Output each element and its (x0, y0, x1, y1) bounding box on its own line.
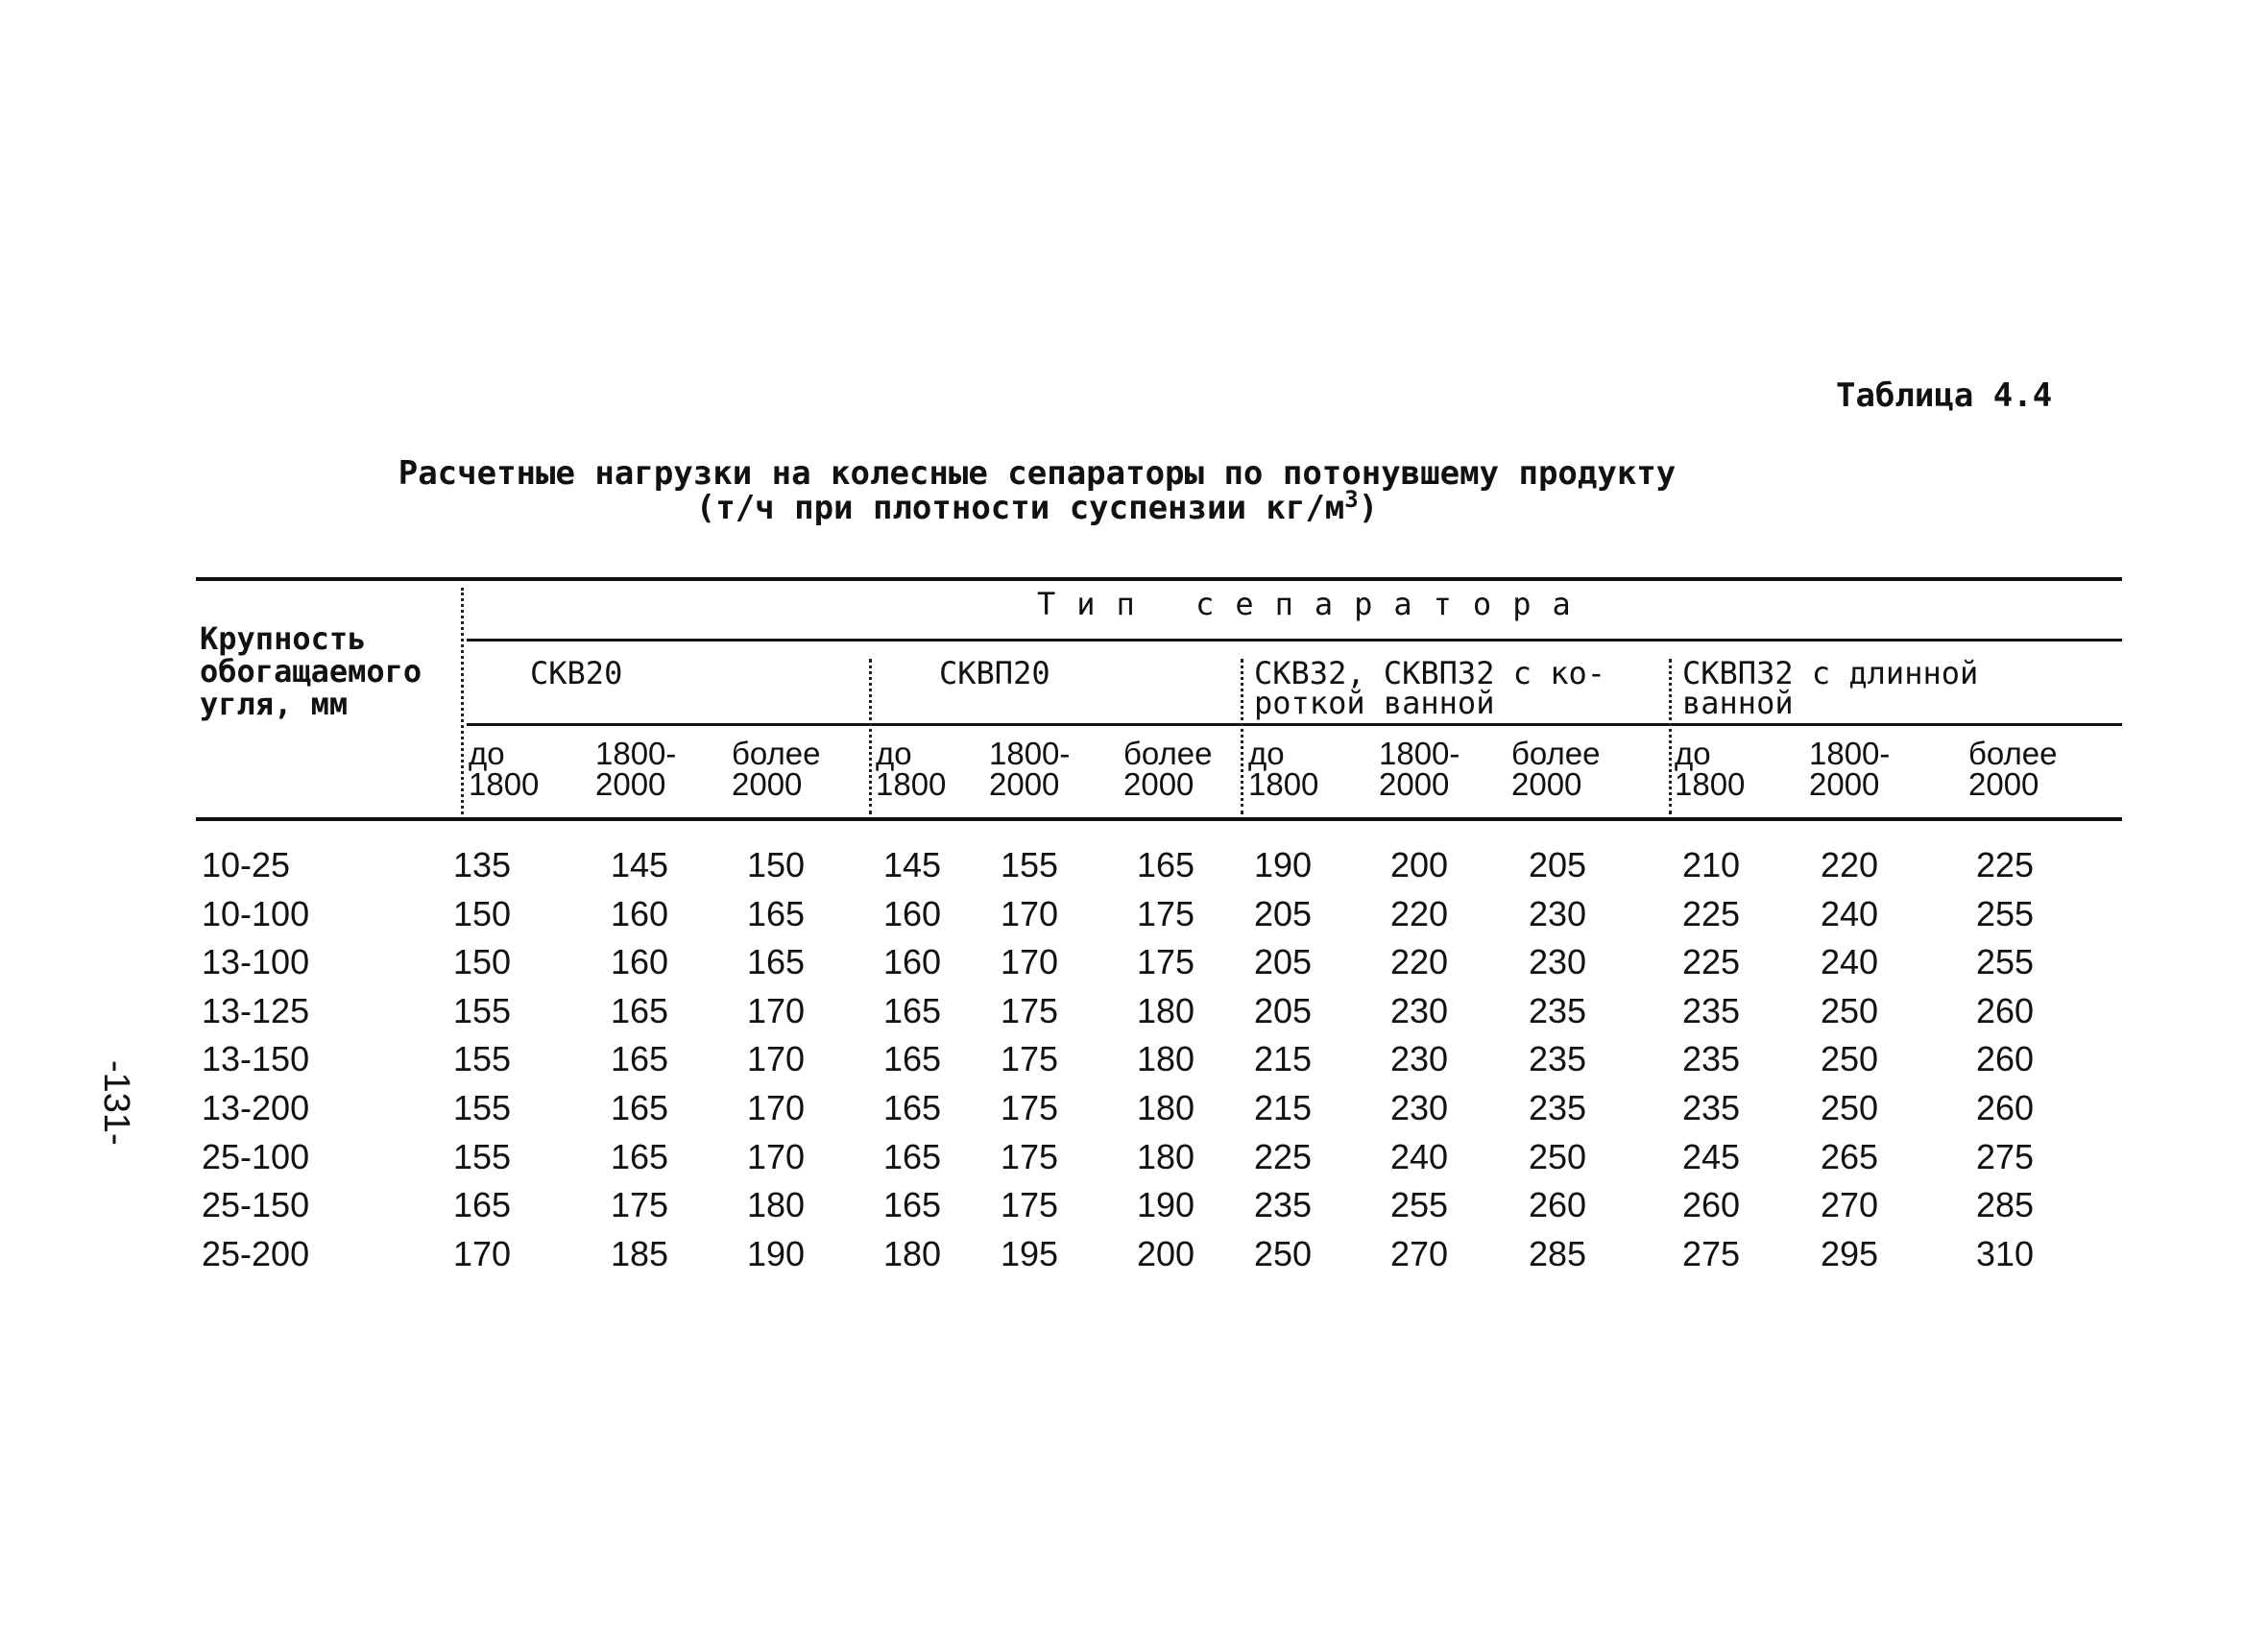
value-cell: 170 (747, 1039, 806, 1078)
value-cell: 165 (883, 1088, 942, 1127)
value-cell: 175 (1137, 942, 1195, 981)
value-cell: 270 (1390, 1234, 1449, 1273)
value-cell: 240 (1390, 1137, 1449, 1176)
value-cell: 160 (611, 894, 669, 933)
size-cell: 13-125 (202, 991, 310, 1030)
value-cell: 225 (1976, 845, 2035, 884)
group-header: СКВ20 (530, 655, 623, 691)
header-bottom-rule (196, 817, 2122, 821)
value-cell: 150 (747, 845, 806, 884)
value-cell: 230 (1529, 894, 1587, 933)
density-header-line2: 1800 (1248, 766, 1319, 802)
value-cell: 190 (747, 1234, 806, 1273)
value-cell: 200 (1137, 1234, 1195, 1273)
size-cell: 13-200 (202, 1088, 310, 1127)
value-cell: 145 (611, 845, 669, 884)
value-cell: 310 (1976, 1234, 2035, 1273)
value-cell: 195 (1001, 1234, 1059, 1273)
value-cell: 205 (1254, 942, 1313, 981)
value-cell: 145 (883, 845, 942, 884)
value-cell: 260 (1529, 1185, 1587, 1224)
value-cell: 225 (1682, 942, 1741, 981)
group-header: СКВП20 (939, 655, 1050, 691)
value-cell: 180 (1137, 1137, 1195, 1176)
density-header-line2: 2000 (595, 766, 666, 802)
value-cell: 175 (1001, 991, 1059, 1030)
value-cell: 235 (1682, 1039, 1741, 1078)
value-cell: 155 (453, 1088, 512, 1127)
density-header-line2: 1800 (1675, 766, 1746, 802)
column-separator (1241, 659, 1243, 814)
value-cell: 260 (1682, 1185, 1741, 1224)
value-cell: 180 (1137, 1039, 1195, 1078)
separator-type-heading: Тип сепаратора (1037, 586, 1592, 622)
value-cell: 285 (1976, 1185, 2035, 1224)
value-cell: 135 (453, 845, 512, 884)
value-cell: 260 (1976, 1088, 2035, 1127)
value-cell: 165 (883, 1137, 942, 1176)
density-header-line1: до (1248, 736, 1285, 771)
value-cell: 230 (1529, 942, 1587, 981)
value-cell: 170 (747, 991, 806, 1030)
group-header-rule (467, 723, 2122, 726)
table-title: Расчетные нагрузки на колесные сепараторы по потонувшему продукту (398, 454, 1677, 493)
page-number: -131- (96, 1060, 136, 1146)
value-cell: 175 (611, 1185, 669, 1224)
row-header-line: Крупность (200, 620, 367, 657)
size-cell: 13-100 (202, 942, 310, 981)
subtitle-close: ) (1358, 489, 1379, 527)
value-cell: 175 (1001, 1088, 1059, 1127)
value-cell: 225 (1682, 894, 1741, 933)
density-header-line2: 2000 (732, 766, 803, 802)
value-cell: 215 (1254, 1039, 1313, 1078)
table-top-rule (196, 577, 2122, 581)
value-cell: 205 (1254, 991, 1313, 1030)
value-cell: 155 (453, 991, 512, 1030)
value-cell: 235 (1254, 1185, 1313, 1224)
density-header-line1: до (876, 736, 912, 771)
value-cell: 165 (1137, 845, 1195, 884)
value-cell: 165 (611, 1137, 669, 1176)
column-separator (1669, 659, 1672, 814)
value-cell: 235 (1529, 991, 1587, 1030)
group-header: СКВ32, СКВП32 с ко- (1254, 655, 1606, 691)
value-cell: 250 (1529, 1137, 1587, 1176)
value-cell: 205 (1254, 894, 1313, 933)
value-cell: 220 (1390, 942, 1449, 981)
value-cell: 165 (747, 894, 806, 933)
value-cell: 180 (1137, 991, 1195, 1030)
value-cell: 165 (747, 942, 806, 981)
value-cell: 295 (1821, 1234, 1879, 1273)
subtitle-superscript: 3 (1344, 486, 1359, 513)
value-cell: 220 (1390, 894, 1449, 933)
size-cell: 10-100 (202, 894, 310, 933)
value-cell: 205 (1529, 845, 1587, 884)
size-cell: 25-100 (202, 1137, 310, 1176)
size-cell: 25-200 (202, 1234, 310, 1273)
value-cell: 165 (453, 1185, 512, 1224)
density-header-line2: 1800 (876, 766, 947, 802)
value-cell: 170 (747, 1137, 806, 1176)
value-cell: 165 (611, 991, 669, 1030)
value-cell: 235 (1529, 1088, 1587, 1127)
table-subtitle (317, 486, 1757, 527)
value-cell: 165 (883, 1185, 942, 1224)
value-cell: 210 (1682, 845, 1741, 884)
value-cell: 275 (1682, 1234, 1741, 1273)
group-header: СКВП32 с длинной (1682, 655, 1979, 691)
density-header-line2: 2000 (989, 766, 1060, 802)
value-cell: 175 (1001, 1137, 1059, 1176)
value-cell: 165 (883, 1039, 942, 1078)
density-header-line2: 2000 (1968, 766, 2039, 802)
size-cell: 25-150 (202, 1185, 310, 1224)
value-cell: 230 (1390, 1088, 1449, 1127)
density-header-line2: 2000 (1809, 766, 1880, 802)
value-cell: 170 (1001, 894, 1059, 933)
density-header-line1: более (1968, 736, 2058, 771)
value-cell: 260 (1976, 991, 2035, 1030)
type-header-rule (467, 639, 2122, 641)
size-cell: 10-25 (202, 845, 291, 884)
density-header-line1: 1800- (1809, 736, 1891, 771)
density-header-line1: 1800- (989, 736, 1071, 771)
value-cell: 155 (453, 1137, 512, 1176)
value-cell: 250 (1821, 991, 1879, 1030)
value-cell: 180 (747, 1185, 806, 1224)
value-cell: 160 (883, 894, 942, 933)
value-cell: 255 (1976, 942, 2035, 981)
group-header: ванной (1682, 685, 1794, 721)
value-cell: 255 (1976, 894, 2035, 933)
density-header-line1: до (1675, 736, 1711, 771)
density-header-line1: более (1123, 736, 1213, 771)
value-cell: 240 (1821, 942, 1879, 981)
value-cell: 165 (611, 1088, 669, 1127)
value-cell: 235 (1682, 991, 1741, 1030)
value-cell: 250 (1254, 1234, 1313, 1273)
value-cell: 260 (1976, 1039, 2035, 1078)
value-cell: 250 (1821, 1088, 1879, 1127)
value-cell: 155 (453, 1039, 512, 1078)
value-cell: 220 (1821, 845, 1879, 884)
row-header-line: угля, мм (200, 686, 349, 722)
value-cell: 235 (1529, 1039, 1587, 1078)
value-cell: 150 (453, 894, 512, 933)
column-separator (461, 588, 464, 814)
density-header-line1: 1800- (595, 736, 677, 771)
value-cell: 270 (1821, 1185, 1879, 1224)
density-header-line1: более (732, 736, 821, 771)
column-separator (869, 659, 872, 814)
value-cell: 170 (453, 1234, 512, 1273)
value-cell: 240 (1821, 894, 1879, 933)
density-header-line1: более (1511, 736, 1601, 771)
value-cell: 245 (1682, 1137, 1741, 1176)
value-cell: 175 (1137, 894, 1195, 933)
size-cell: 13-150 (202, 1039, 310, 1078)
value-cell: 165 (611, 1039, 669, 1078)
density-header-line2: 2000 (1379, 766, 1450, 802)
value-cell: 175 (1001, 1185, 1059, 1224)
value-cell: 250 (1821, 1039, 1879, 1078)
value-cell: 235 (1682, 1088, 1741, 1127)
group-header: роткой ванной (1254, 685, 1495, 721)
value-cell: 230 (1390, 1039, 1449, 1078)
value-cell: 185 (611, 1234, 669, 1273)
value-cell: 160 (883, 942, 942, 981)
density-header-line2: 1800 (469, 766, 540, 802)
density-header-line1: до (469, 736, 505, 771)
density-header-line2: 2000 (1511, 766, 1582, 802)
value-cell: 275 (1976, 1137, 2035, 1176)
value-cell: 155 (1001, 845, 1059, 884)
value-cell: 265 (1821, 1137, 1879, 1176)
table-number: Таблица 4.4 (1836, 376, 2053, 415)
value-cell: 255 (1390, 1185, 1449, 1224)
value-cell: 175 (1001, 1039, 1059, 1078)
value-cell: 180 (883, 1234, 942, 1273)
value-cell: 215 (1254, 1088, 1313, 1127)
density-header-line1: 1800- (1379, 736, 1460, 771)
value-cell: 160 (611, 942, 669, 981)
value-cell: 150 (453, 942, 512, 981)
value-cell: 190 (1137, 1185, 1195, 1224)
value-cell: 285 (1529, 1234, 1587, 1273)
value-cell: 170 (1001, 942, 1059, 981)
value-cell: 225 (1254, 1137, 1313, 1176)
value-cell: 180 (1137, 1088, 1195, 1127)
value-cell: 200 (1390, 845, 1449, 884)
value-cell: 230 (1390, 991, 1449, 1030)
value-cell: 165 (883, 991, 942, 1030)
value-cell: 190 (1254, 845, 1313, 884)
row-header-line: обогащаемого (200, 653, 422, 690)
value-cell: 170 (747, 1088, 806, 1127)
subtitle-text: (т/ч при плотности суспензии кг/м (695, 489, 1345, 527)
density-header-line2: 2000 (1123, 766, 1194, 802)
